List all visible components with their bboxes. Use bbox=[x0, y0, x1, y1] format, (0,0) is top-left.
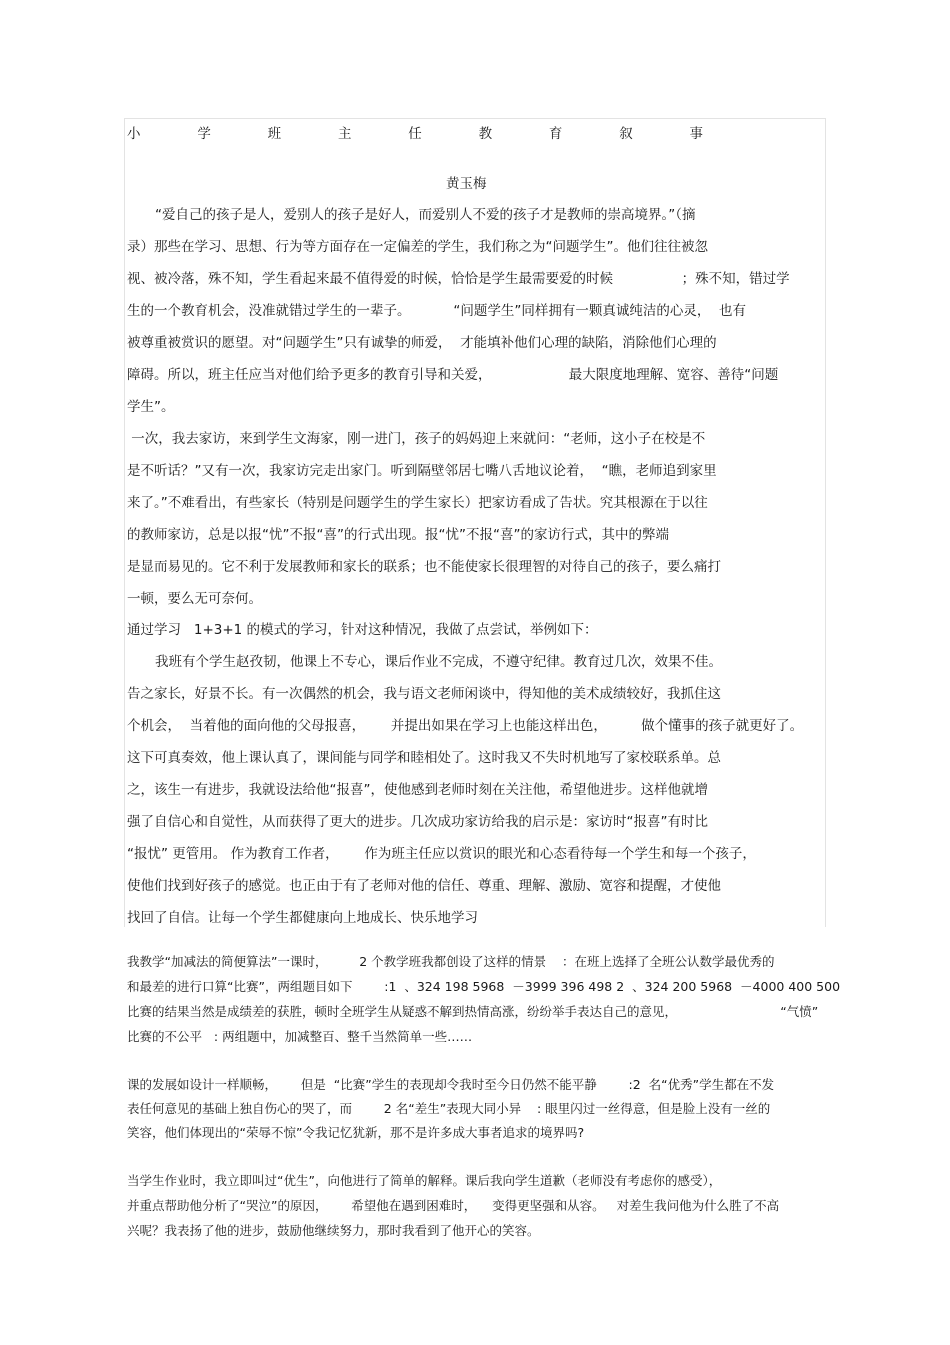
paragraph-line: 表任何意见的基础上独自伤心的哭了，而 2 名“差生”表现大同小异 : 眼里闪过一丝得意，但是脸上没有一丝的 bbox=[127, 1101, 771, 1116]
title-char: 学 bbox=[197, 126, 211, 142]
body-line: 一顿，要么无可奈何。 bbox=[127, 591, 262, 607]
paragraph-line: 并重点帮助他分析了“哭泣”的原因， 希望他在遇到困难时， 变得更坚强和从容。 对差生我问他为什么胜了不高 bbox=[127, 1198, 780, 1213]
title-char: 教 bbox=[478, 126, 493, 142]
body-line: 一次，我去家访，来到学生文海家，刚一进门，孩子的妈妈迎上来就问：“老师，这小子在校是不 bbox=[127, 431, 706, 447]
body-line: “报忧” 更管用。 作为教育工作者， 作为班主任应以赏识的眼光和心态看待每一个学生和每一个孩子， bbox=[127, 846, 756, 862]
title-char: 事 bbox=[689, 126, 703, 142]
document-title bbox=[127, 122, 703, 142]
body-line: 强了自信心和自觉性，从而获得了更大的进步。几次成功家访给我的启示是：家访时“报喜”有时比 bbox=[127, 814, 708, 830]
body-line: 之，该生一有进步，我就设法给他“报喜”，使他感到老师时刻在关注他，希望他进步。这样他就增 bbox=[127, 782, 708, 798]
title-char: 育 bbox=[548, 126, 563, 142]
body-line: 告之家长，好景不长。有一次偶然的机会，我与语文老师闲谈中，得知他的美术成绩较好，我抓住这 bbox=[127, 686, 721, 702]
body-line: 被尊重被赏识的愿望。对“问题学生”只有诚挚的师爱， 才能填补他们心理的缺陷，消除他们心理的 bbox=[127, 335, 717, 351]
body-line: 的教师家访，总是以报“忧”不报“喜”的行式出现。报“忧”不报“喜”的家访行式，其中的弊端 bbox=[127, 527, 669, 543]
body-line: 是不听话？”又有一次，我家访完走出家门。听到隔壁邻居七嘴八舌地议论着， “瞧，老师追到家里 bbox=[127, 463, 717, 479]
body-line: 障碍。所以，班主任应当对他们给予更多的教育引导和关爱， 最大限度地理解、宽容、善待“问题 bbox=[127, 367, 779, 383]
paragraph-line: 笑容，他们体现出的“荣辱不惊”令我记忆犹新，那不是许多成大事者追求的境界吗? bbox=[127, 1125, 585, 1140]
body-line: 视、被冷落，殊不知，学生看起来最不值得爱的时候，恰恰是学生最需要爱的时候 ；殊不知，错过学 bbox=[127, 271, 790, 287]
body-line: 通过学习 1+3+1 的模式的学习，针对这种情况，我做了点尝试，举例如下： bbox=[127, 622, 598, 638]
body-line: 这下可真奏效，他上课认真了，课间能与同学和睦相处了。这时我又不失时机地写了家校联系单。总 bbox=[127, 750, 721, 766]
author-name: 黄玉梅 bbox=[446, 176, 487, 192]
title-char: 班 bbox=[267, 126, 282, 142]
paragraph-line: 课的发展如设计一样顺畅， 但是 “比赛”学生的表现却令我时至今日仍然不能平静 :2 名“优秀”学生都在不发 bbox=[127, 1077, 775, 1092]
paragraph-line: 和最差的进行口算“比赛”，两组题目如下 :1 、324 198 5968 －3999 396 498 2 、324 200 5968 －4000 400 500 bbox=[127, 979, 841, 994]
body-line: 找回了自信。让每一个学生都健康向上地成长、快乐地学习 bbox=[127, 910, 478, 926]
body-line: 生的一个教育机会，没准就错过学生的一辈子。 “问题学生”同样拥有一颗真诚纯洁的心灵， 也有 bbox=[127, 303, 746, 319]
body-line: “爱自己的孩子是人，爱别人的孩子是好人，而爱别人不爱的孩子才是教师的崇高境界。”（摘 bbox=[155, 207, 696, 223]
body-line: 来了。”不难看出，有些家长（特别是问题学生的学生家长）把家访看成了告状。究其根源在于以往 bbox=[127, 495, 708, 511]
title-char: 主 bbox=[337, 126, 352, 142]
title-char: 叙 bbox=[619, 126, 633, 142]
body-line: 我班有个学生赵孜韧，他课上不专心，课后作业不完成，不遵守纪律。教育过几次，效果不佳。 bbox=[155, 654, 722, 670]
paragraph-line: 我教学“加减法的简便算法”一课时， 2 个教学班我都创设了这样的情景 ：在班上选择了全班公认数学最优秀的 bbox=[127, 954, 775, 969]
body-line: 是显而易见的。它不利于发展教师和家长的联系；也不能使家长很理智的对待自己的孩子，要么痛打 bbox=[127, 559, 721, 575]
body-line: 个机会， 当着他的面向他的父母报喜， 并提出如果在学习上也能这样出色， 做个懂事的孩子就更好了。 bbox=[127, 718, 804, 734]
body-line: 录）那些在学习、思想、行为等方面存在一定偏差的学生，我们称之为“问题学生”。他们往往被忽 bbox=[127, 239, 708, 255]
paragraph-line: 当学生作业时，我立即叫过“优生”，向他进行了简单的解释。课后我向学生道歉（老师没有考虑你的感受）， bbox=[127, 1173, 722, 1188]
title-char: 任 bbox=[408, 126, 422, 142]
body-line: 学生”。 bbox=[127, 399, 175, 415]
paragraph-line: 比赛的结果当然是成绩差的获胜，顿时全班学生从疑惑不解到热情高涨，纷纷举手表达自己的意见， “气愤” bbox=[127, 1004, 819, 1019]
paragraph-line: 比赛的不公平 : 两组题中，加减整百、整千当然简单一些…… bbox=[127, 1029, 473, 1044]
title-char: 小 bbox=[127, 126, 141, 142]
paragraph-line: 兴呢？我表扬了他的进步，鼓励他继续努力，那时我看到了他开心的笑容。 bbox=[127, 1223, 540, 1238]
body-line: 使他们找到好孩子的感觉。也正由于有了老师对他的信任、尊重、理解、激励、宽容和提醒，才使他 bbox=[127, 878, 721, 894]
